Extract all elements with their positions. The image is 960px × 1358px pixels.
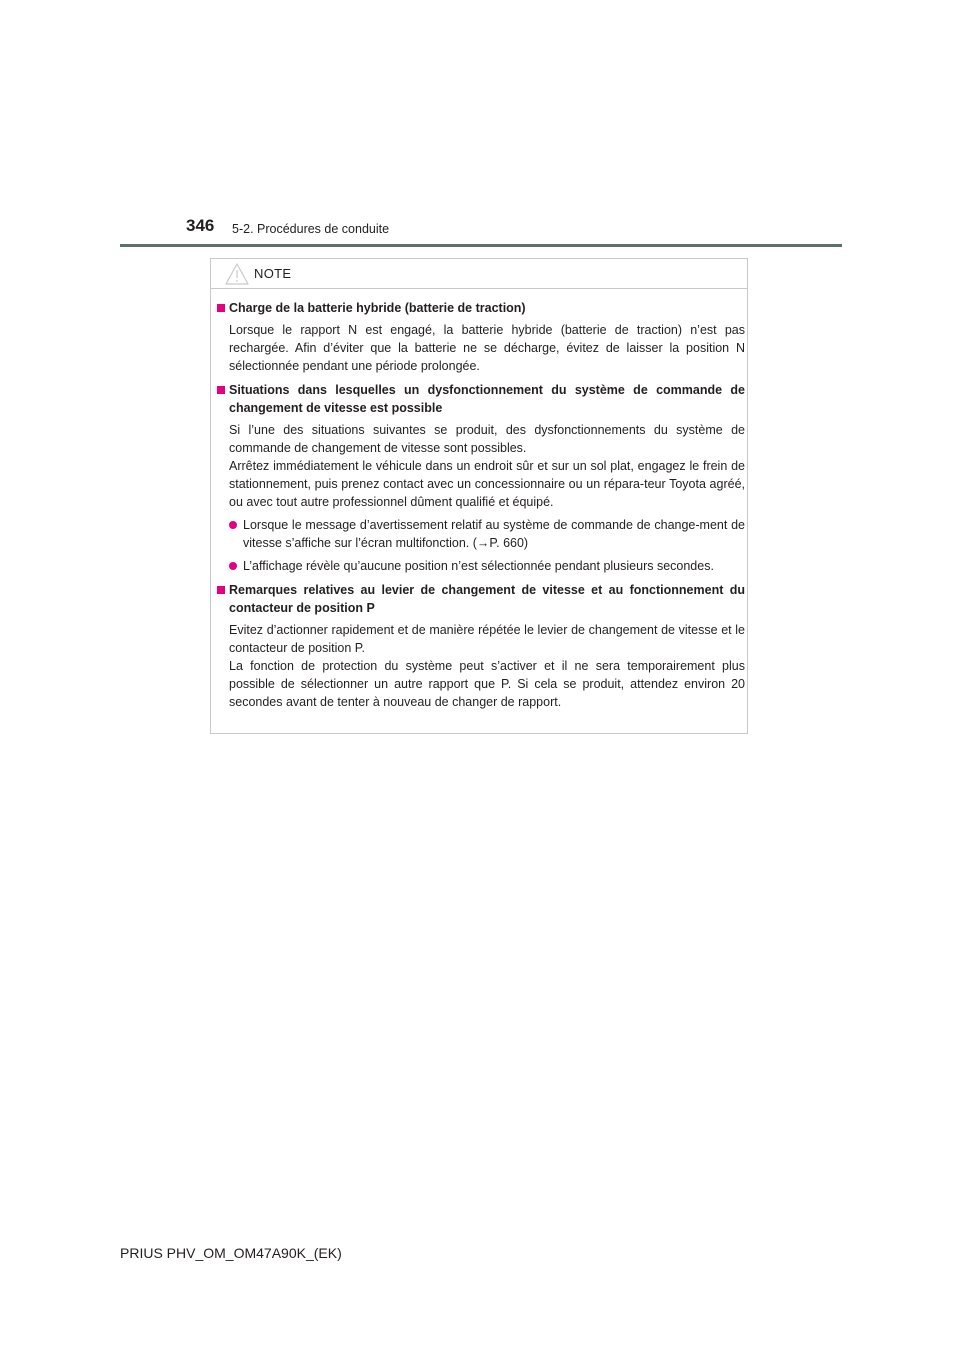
note-box: [210, 258, 748, 734]
bullet-list: [229, 516, 745, 575]
item-paragraph: Lorsque le rapport N est engagé, la batterie hybride (batterie de traction) n’est pas rechargée. Afin d’éviter que la batterie ne se décharge, évitez de laisser la position N sélectionnée pendant une période prolongée.: [229, 323, 745, 373]
warning-triangle-icon: [225, 263, 249, 285]
header-rule: [120, 244, 842, 247]
bullet-item: [229, 516, 745, 552]
round-bullet-icon: [229, 521, 237, 529]
note-label: NOTE: [254, 266, 292, 281]
bullet-text: L’affichage révèle qu’aucune position n’est sélectionnée pendant plusieurs secondes.: [243, 559, 714, 573]
square-bullet-icon: [217, 304, 225, 312]
item-paragraph: Arrêtez immédiatement le véhicule dans un endroit sûr et sur un sol plat, engagez le frein de stationnement, puis prenez contact avec un concessionnaire ou un répara-teur Toyota agréé, ou avec tout autre professionnel dûment qualifié et équipé.: [229, 459, 745, 509]
item-title: Remarques relatives au levier de changement de vitesse et au fonctionnement du contacteur de position P: [229, 583, 745, 615]
item-title: Charge de la batterie hybride (batterie de traction): [229, 301, 526, 315]
bullet-item: [229, 557, 745, 575]
note-item-battery-charge: [217, 299, 745, 375]
note-header: [211, 259, 747, 289]
item-title: Situations dans lesquelles un dysfonctionnement du système de commande de changement de vitesse est possible: [229, 383, 745, 415]
note-content: [217, 299, 745, 717]
item-paragraph: Evitez d’actionner rapidement et de manière répétée le levier de changement de vitesse et le contacteur de position P.: [229, 623, 745, 655]
square-bullet-icon: [217, 586, 225, 594]
item-paragraph: La fonction de protection du système peut s’activer et il ne sera temporairement plus possible de sélectionner un autre rapport que P. Si cela se produit, attendez environ 20 secondes avant de tenter à nouveau de changer de rapport.: [229, 659, 745, 709]
note-item-shift-malfunction: [217, 381, 745, 575]
note-item-lever-remarks: [217, 581, 745, 711]
item-paragraph: Si l’une des situations suivantes se produit, des dysfonctionnements du système de commande de changement de vitesse sont possibles.: [229, 423, 745, 455]
bullet-text: Lorsque le message d’avertissement relatif au système de commande de change-ment de vitesse s’affiche sur l’écran multifonction. (→P. 660): [243, 518, 745, 550]
round-bullet-icon: [229, 562, 237, 570]
document-code: PRIUS PHV_OM_OM47A90K_(EK): [120, 1245, 342, 1261]
section-title: 5-2. Procédures de conduite: [232, 222, 390, 236]
square-bullet-icon: [217, 386, 225, 394]
page-number: 346: [186, 216, 215, 235]
